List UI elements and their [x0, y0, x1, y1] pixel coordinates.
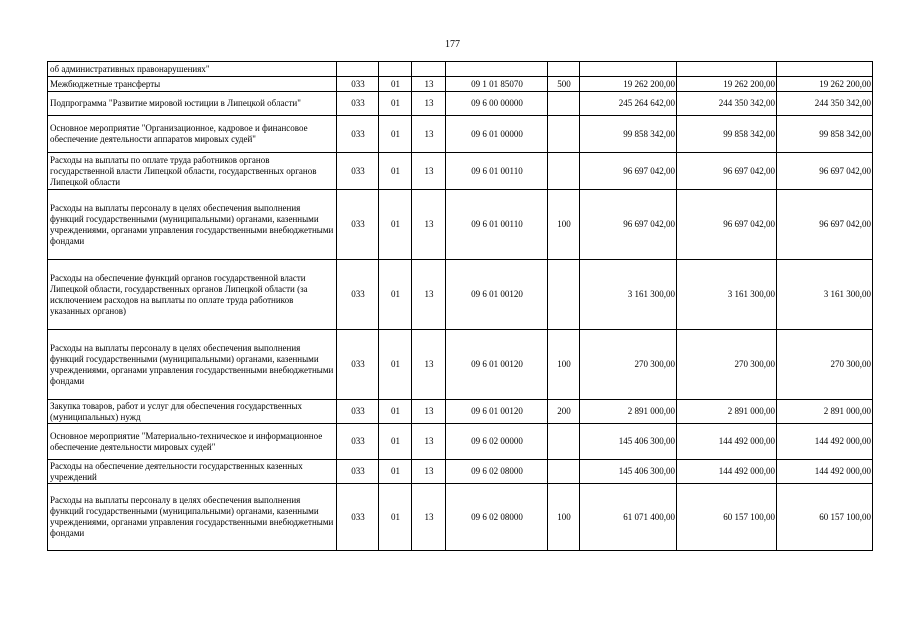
cell-amount-year-1 — [580, 62, 677, 77]
cell-amount-year-3: 144 492 000,00 — [777, 460, 873, 484]
cell-ministry-code: 033 — [337, 330, 379, 400]
cell-amount-year-1: 61 071 400,00 — [580, 484, 677, 551]
cell-ministry-code: 033 — [337, 77, 379, 92]
page-number: 177 — [445, 39, 460, 50]
cell-ministry-code: 033 — [337, 116, 379, 153]
cell-amount-year-2: 96 697 042,00 — [677, 153, 777, 190]
cell-amount-year-1: 2 891 000,00 — [580, 400, 677, 424]
cell-section-code: 01 — [379, 116, 412, 153]
cell-amount-year-3: 2 891 000,00 — [777, 400, 873, 424]
cell-target-article: 09 1 01 85070 — [446, 77, 548, 92]
table-body — [48, 62, 873, 551]
cell-amount-year-1: 19 262 200,00 — [580, 77, 677, 92]
cell-expense-type: 100 — [548, 484, 580, 551]
cell-target-article: 09 6 02 00000 — [446, 424, 548, 460]
cell-subsection-code: 13 — [412, 77, 446, 92]
cell-section-code: 01 — [379, 330, 412, 400]
cell-section-code: 01 — [379, 484, 412, 551]
cell-section-code: 01 — [379, 424, 412, 460]
cell-description: Расходы на выплаты персоналу в целях обеспечения выполнения функций государственными (муниципальными) органами, казенными учреждениями, органами управления государственными внебюджетными фондами — [48, 484, 337, 551]
table-row — [48, 484, 873, 551]
cell-description: Основное мероприятие "Организационное, кадровое и финансовое обеспечение деятельности аппаратов мировых судей" — [48, 116, 337, 153]
cell-amount-year-3: 3 161 300,00 — [777, 260, 873, 330]
cell-subsection-code: 13 — [412, 116, 446, 153]
cell-amount-year-2: 270 300,00 — [677, 330, 777, 400]
cell-amount-year-3: 99 858 342,00 — [777, 116, 873, 153]
table-row — [48, 153, 873, 190]
cell-amount-year-2 — [677, 62, 777, 77]
table-row — [48, 116, 873, 153]
cell-target-article: 09 6 01 00120 — [446, 400, 548, 424]
cell-amount-year-1: 99 858 342,00 — [580, 116, 677, 153]
cell-description: Подпрограмма "Развитие мировой юстиции в Липецкой области" — [48, 92, 337, 116]
cell-amount-year-1: 145 406 300,00 — [580, 460, 677, 484]
cell-subsection-code: 13 — [412, 330, 446, 400]
cell-amount-year-2: 19 262 200,00 — [677, 77, 777, 92]
cell-subsection-code: 13 — [412, 190, 446, 260]
cell-subsection-code: 13 — [412, 400, 446, 424]
cell-amount-year-2: 144 492 000,00 — [677, 424, 777, 460]
cell-expense-type: 500 — [548, 77, 580, 92]
cell-description: Основное мероприятие "Материально-техническое и информационное обеспечение деятельности мировых судей" — [48, 424, 337, 460]
cell-subsection-code — [412, 62, 446, 77]
cell-expense-type — [548, 116, 580, 153]
table-row — [48, 400, 873, 424]
cell-target-article: 09 6 01 00110 — [446, 153, 548, 190]
cell-section-code: 01 — [379, 400, 412, 424]
cell-target-article: 09 6 01 00000 — [446, 116, 548, 153]
table-row — [48, 77, 873, 92]
cell-amount-year-3 — [777, 62, 873, 77]
table-row — [48, 424, 873, 460]
cell-ministry-code: 033 — [337, 484, 379, 551]
cell-amount-year-2: 60 157 100,00 — [677, 484, 777, 551]
cell-amount-year-3: 96 697 042,00 — [777, 190, 873, 260]
cell-expense-type — [548, 92, 580, 116]
cell-amount-year-3: 96 697 042,00 — [777, 153, 873, 190]
cell-target-article: 09 6 01 00120 — [446, 260, 548, 330]
cell-amount-year-3: 60 157 100,00 — [777, 484, 873, 551]
cell-description: Закупка товаров, работ и услуг для обеспечения государственных (муниципальных) нужд — [48, 400, 337, 424]
cell-amount-year-1: 96 697 042,00 — [580, 190, 677, 260]
cell-amount-year-3: 244 350 342,00 — [777, 92, 873, 116]
cell-amount-year-1: 3 161 300,00 — [580, 260, 677, 330]
cell-target-article: 09 6 02 08000 — [446, 460, 548, 484]
cell-expense-type — [548, 153, 580, 190]
cell-subsection-code: 13 — [412, 460, 446, 484]
cell-expense-type — [548, 460, 580, 484]
cell-amount-year-2: 244 350 342,00 — [677, 92, 777, 116]
cell-amount-year-1: 96 697 042,00 — [580, 153, 677, 190]
cell-expense-type: 100 — [548, 190, 580, 260]
cell-section-code: 01 — [379, 190, 412, 260]
cell-section-code: 01 — [379, 92, 412, 116]
cell-description: об административных правонарушениях" — [48, 62, 337, 77]
cell-section-code — [379, 62, 412, 77]
cell-amount-year-2: 3 161 300,00 — [677, 260, 777, 330]
table-row — [48, 190, 873, 260]
cell-amount-year-2: 99 858 342,00 — [677, 116, 777, 153]
cell-description: Расходы на выплаты персоналу в целях обеспечения выполнения функций государственными (муниципальными) органами, казенными учреждениями, органами управления государственными внебюджетными фондами — [48, 330, 337, 400]
cell-expense-type — [548, 62, 580, 77]
cell-expense-type — [548, 260, 580, 330]
cell-section-code: 01 — [379, 460, 412, 484]
cell-ministry-code — [337, 62, 379, 77]
cell-subsection-code: 13 — [412, 153, 446, 190]
cell-section-code: 01 — [379, 153, 412, 190]
cell-ministry-code: 033 — [337, 92, 379, 116]
cell-section-code: 01 — [379, 77, 412, 92]
cell-ministry-code: 033 — [337, 424, 379, 460]
budget-table — [47, 61, 873, 551]
cell-ministry-code: 033 — [337, 153, 379, 190]
cell-amount-year-1: 245 264 642,00 — [580, 92, 677, 116]
cell-description: Межбюджетные трансферты — [48, 77, 337, 92]
table-row — [48, 460, 873, 484]
cell-description: Расходы на обеспечение деятельности государственных казенных учреждений — [48, 460, 337, 484]
cell-amount-year-3: 19 262 200,00 — [777, 77, 873, 92]
cell-subsection-code: 13 — [412, 484, 446, 551]
cell-amount-year-3: 144 492 000,00 — [777, 424, 873, 460]
cell-amount-year-2: 96 697 042,00 — [677, 190, 777, 260]
cell-amount-year-2: 144 492 000,00 — [677, 460, 777, 484]
cell-amount-year-3: 270 300,00 — [777, 330, 873, 400]
cell-target-article: 09 6 00 00000 — [446, 92, 548, 116]
cell-ministry-code: 033 — [337, 400, 379, 424]
cell-amount-year-2: 2 891 000,00 — [677, 400, 777, 424]
cell-amount-year-1: 145 406 300,00 — [580, 424, 677, 460]
cell-target-article: 09 6 02 08000 — [446, 484, 548, 551]
cell-target-article: 09 6 01 00120 — [446, 330, 548, 400]
table-row — [48, 62, 873, 77]
table-row — [48, 330, 873, 400]
cell-ministry-code: 033 — [337, 260, 379, 330]
table-row — [48, 92, 873, 116]
cell-amount-year-1: 270 300,00 — [580, 330, 677, 400]
cell-subsection-code: 13 — [412, 92, 446, 116]
cell-target-article — [446, 62, 548, 77]
cell-ministry-code: 033 — [337, 460, 379, 484]
cell-expense-type — [548, 424, 580, 460]
cell-expense-type: 200 — [548, 400, 580, 424]
cell-description: Расходы на обеспечение функций органов государственной власти Липецкой области, государственных органов Липецкой области (за исключением расходов на выплаты по оплате труда работников указанных органов) — [48, 260, 337, 330]
cell-description: Расходы на выплаты персоналу в целях обеспечения выполнения функций государственными (муниципальными) органами, казенными учреждениями, органами управления государственными внебюджетными фондами — [48, 190, 337, 260]
cell-ministry-code: 033 — [337, 190, 379, 260]
cell-section-code: 01 — [379, 260, 412, 330]
cell-description: Расходы на выплаты по оплате труда работников органов государственной власти Липецкой области, государственных органов Липецкой области — [48, 153, 337, 190]
cell-expense-type: 100 — [548, 330, 580, 400]
cell-subsection-code: 13 — [412, 260, 446, 330]
table-row — [48, 260, 873, 330]
cell-subsection-code: 13 — [412, 424, 446, 460]
cell-target-article: 09 6 01 00110 — [446, 190, 548, 260]
